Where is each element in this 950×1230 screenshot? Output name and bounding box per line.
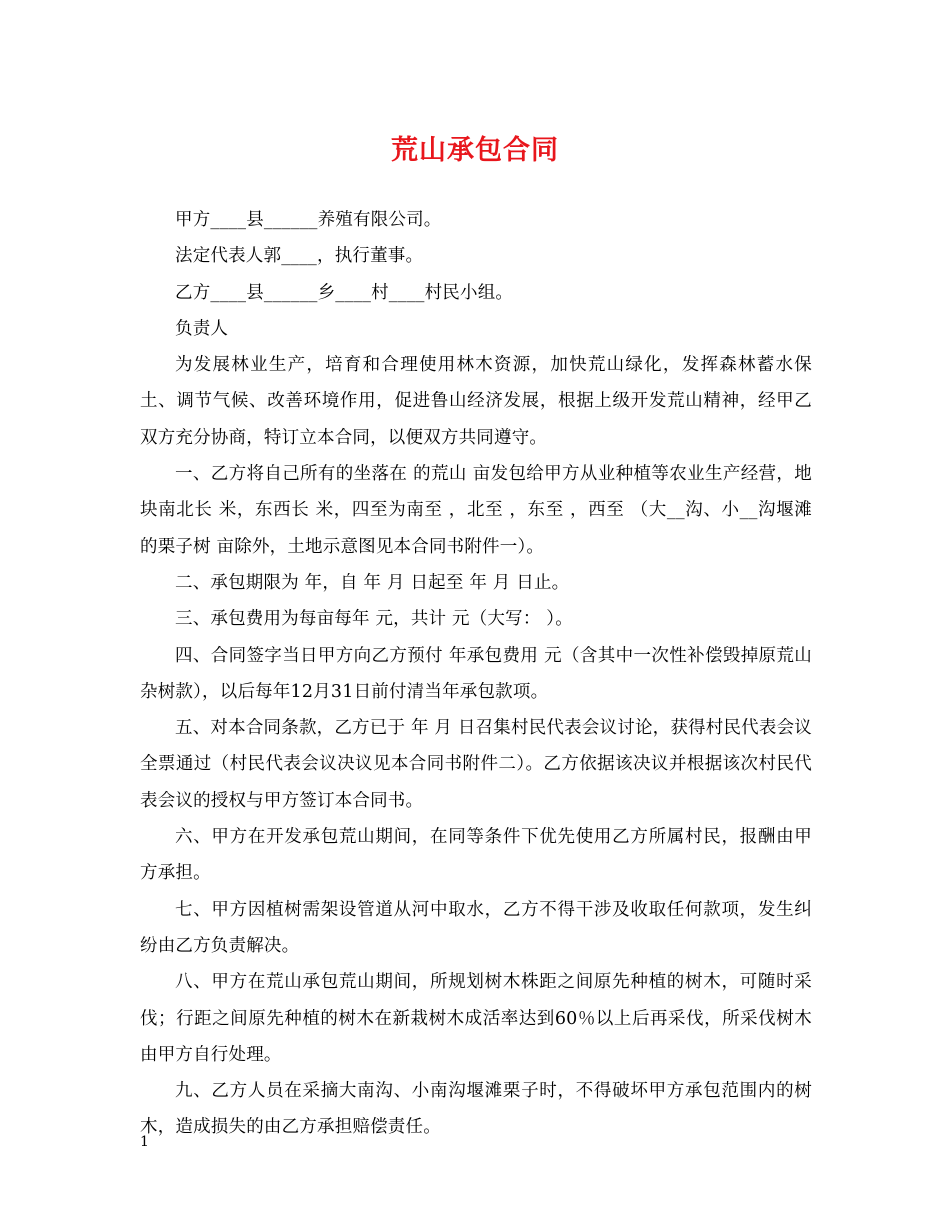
clause-5: 五、对本合同条款，乙方已于 年 月 日召集村民代表会议讨论，获得村民代表会议全票通过（村民代表会议决议见本合同书附件二）。乙方依据该决议并根据该次村民代表会议的授权与甲方签订本合同书。 xyxy=(140,718,812,811)
party-a-line: 甲方____县______养殖有限公司。 xyxy=(175,210,442,230)
party-b-line: 乙方____县______乡____村____村民小组。 xyxy=(175,282,514,303)
clause-1: 一、乙方将自己所有的坐落在 的荒山 亩发包给甲方从业种植等农业生产经营，地块南北长 米，东西长 米，四至为南至 ，北至 ，东至 ，西至 （大__沟、小__沟堰滩的栗子树 亩除外，土地示意图见本合同书附件一）。 xyxy=(140,464,812,557)
clause-4: 四、合同签字当日甲方向乙方预付 年承包费用 元（含其中一次性补偿毁掉原荒山杂树款），以后每年12月31日前付清当年承包款项。 xyxy=(140,645,812,702)
clause-2: 二、承包期限为 年，自 年 月 日起至 年 月 日止。 xyxy=(175,572,570,593)
clause-9: 九、乙方人员在采摘大南沟、小南沟堰滩栗子时，不得破坏甲方承包范围内的树木，造成损失的由乙方承担赔偿责任。 xyxy=(140,1081,812,1138)
legal-representative-line: 法定代表人郭____，执行董事。 xyxy=(175,246,424,267)
clause-6: 六、甲方在开发承包荒山期间，在同等条件下优先使用乙方所属村民，报酬由甲方承担。 xyxy=(140,827,812,884)
responsible-person-line: 负责人 xyxy=(175,318,229,339)
clause-7: 七、甲方因植树需架设管道从河中取水，乙方不得干涉及收取任何款项，发生纠纷由乙方负责解决。 xyxy=(140,899,812,956)
clause-3: 三、承包费用为每亩每年 元，共计 元（大写： ）。 xyxy=(175,609,573,630)
preamble-paragraph: 为发展林业生产，培育和合理使用林木资源，加快荒山绿化，发挥森林蓄水保土、调节气候、改善环境作用，促进鲁山经济发展，根据上级开发荒山精神，经甲乙双方充分协商，特订立本合同，以便双方共同遵守。 xyxy=(140,355,812,448)
page-number: 1 xyxy=(140,1134,149,1150)
clause-8: 八、甲方在荒山承包荒山期间，所规划树木株距之间原先种植的树木，可随时采伐；行距之间原先种植的树木在新栽树木成活率达到60％以上后再采伐，所采伐树木由甲方自行处理。 xyxy=(140,972,812,1065)
document-title: 荒山承包合同 xyxy=(391,135,559,166)
contract-body xyxy=(140,202,812,1146)
